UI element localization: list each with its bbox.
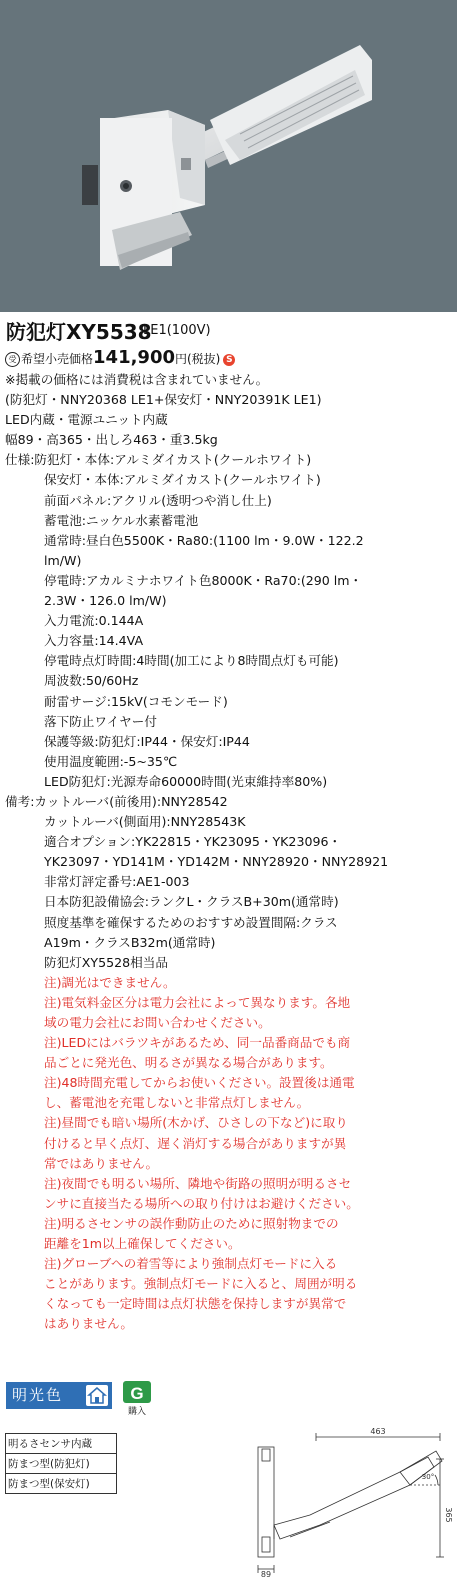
text-line: 蓄電池:ニッケル水素蓄電池	[44, 512, 199, 528]
text-line: カットルーバ(側面用):NNY28543K	[44, 814, 246, 830]
note-line: 注)48時間充電してからお使いください。設置後は通電	[44, 1075, 355, 1091]
green-purchase-icon	[121, 1380, 153, 1416]
note-line: くなっても一定時間は点灯状態を保持しますが異常で	[44, 1296, 347, 1312]
dim-depth-label: 89	[260, 1570, 272, 1579]
text-line: 仕様:防犯灯・本体:アルミダイカスト(クールホワイト)	[5, 452, 312, 468]
feature-cell: 明るさセンサ内蔵	[6, 1434, 117, 1454]
note-line: 注)夜間でも明るい場所、隣地や街路の照明が明るさセ	[44, 1175, 352, 1191]
color-mark-label: 明光色	[12, 1386, 64, 1404]
text-line: YK23097・YD141M・YD142M・NNY28920・NNY28921	[44, 854, 389, 870]
spec-text	[5, 370, 452, 1335]
note-line: ンサに直接当たる場所への取り付けはお避けください。	[44, 1195, 359, 1211]
dim-width-label: 463	[370, 1427, 386, 1436]
text-line: 備考:カットルーバ(前後用):NNY28542	[5, 793, 228, 809]
note-line: 注)調光はできません。	[44, 974, 176, 990]
text-line: 入力電流:0.144A	[44, 613, 144, 629]
note-line: 注)電気料金区分は電力会社によって異なります。各地	[44, 994, 351, 1010]
text-line: 非常灯評定番号:AE1-003	[44, 874, 190, 890]
product-title: 防犯灯XY5538	[6, 320, 152, 344]
text-line: 入力容量:14.4VA	[44, 633, 144, 649]
text-line: 2.3W・126.0 lm/W)	[44, 593, 167, 609]
text-line: 周波数:50/60Hz	[44, 673, 139, 689]
note-line: 常ではありません。	[44, 1155, 159, 1171]
table-row	[6, 1454, 117, 1474]
text-line: LED防犯灯:光源寿命60000時間(光束維持率80%)	[44, 773, 328, 789]
s-badge-icon: S	[223, 354, 235, 366]
text-line: LED内蔵・電源ユニット内蔵	[5, 412, 168, 428]
text-line: 日本防犯設備協会:ランクL・クラスB+30m(通常時)	[44, 894, 339, 910]
text-line: 幅89・高365・出しろ463・重3.5kg	[5, 432, 218, 448]
product-title-suffix: LE1(100V)	[143, 323, 211, 338]
dim-angle-label: 30°	[421, 1473, 435, 1481]
text-line: 保護等級:防犯灯:IP44・保安灯:IP44	[44, 733, 250, 749]
feature-cell: 防まつ型(防犯灯)	[6, 1454, 117, 1474]
note-line: 距離を1m以上確保してください。	[44, 1236, 241, 1252]
text-line: 照度基準を確保するためのおすすめ設置間隔:クラス	[44, 914, 338, 930]
text-line: 前面パネル:アクリル(透明つや消し仕上)	[44, 492, 272, 508]
product-photo	[0, 0, 457, 312]
text-line: 落下防止ワイヤー付	[44, 713, 157, 729]
house-icon	[86, 1385, 108, 1406]
text-line: 停電時点灯時間:4時間(加工により8時間点灯も可能)	[44, 653, 339, 669]
table-row	[6, 1434, 117, 1454]
title-row	[6, 313, 451, 343]
text-line: ※掲載の価格には消費税は含まれていません。	[5, 372, 269, 387]
text-line: lm/W)	[44, 552, 82, 568]
text-line: 停電時:アカルミナホワイト色8000K・Ra70:(290 lm・	[44, 572, 363, 588]
green-mark-letter: G	[130, 1384, 144, 1403]
text-line: A19m・クラスB32m(通常時)	[44, 934, 216, 950]
note-line: はありません。	[44, 1316, 133, 1332]
note-line: 品ごとに発光色、明るさが異なる場合があります。	[44, 1055, 333, 1071]
note-line: 注)明るさセンサの誤作動防止のために照射物までの	[44, 1215, 339, 1231]
color-mark-badge	[6, 1382, 112, 1409]
text-line: 保安灯・本体:アルミダイカスト(クールホワイト)	[44, 472, 321, 488]
text-line: 耐雷サージ:15kV(コモンモード)	[44, 693, 228, 709]
text-line: 防犯灯XY5528相当品	[44, 954, 168, 970]
green-mark-sub: 購入	[127, 1407, 147, 1417]
note-line: 付けると早く点灯、遅く消灯する場合がありますが異	[44, 1135, 347, 1151]
dimension-drawing	[250, 1427, 453, 1579]
dim-height-label: 365	[444, 1507, 453, 1523]
note-line: し、蓄電池を充電しないと非常点灯しません。	[44, 1095, 310, 1111]
price-amount: 141,900	[93, 347, 175, 368]
note-line: 注)昼間でも暗い場所(木かげ、ひさしの下など)に取り	[44, 1115, 348, 1131]
note-line: 注)グローブへの着雪等により強制点灯モードに入る	[44, 1256, 338, 1272]
features-table	[5, 1433, 117, 1494]
text-line: 適合オプション:YK22815・YK23095・YK23096・	[44, 834, 342, 850]
note-line: ことがあります。強制点灯モードに入ると、周囲が明る	[44, 1276, 358, 1292]
text-line: 通常時:昼白色5500K・Ra80:(1100 lm・9.0W・122.2	[44, 532, 364, 548]
note-line: 注)LEDにはバラツキがあるため、同一品番商品でも商	[44, 1035, 351, 1051]
note-line: 域の電力会社にお問い合わせください。	[44, 1015, 271, 1030]
table-row	[6, 1474, 117, 1494]
price-row	[5, 347, 235, 368]
order-mark-icon: 受	[5, 352, 20, 367]
feature-cell: 防まつ型(保安灯)	[6, 1474, 117, 1494]
text-line: 使用温度範囲:-5~35℃	[44, 753, 178, 769]
text-line: (防犯灯・NNY20368 LE1+保安灯・NNY20391K LE1)	[5, 392, 322, 408]
price-unit: 円(税抜)	[175, 352, 221, 366]
price-label: 希望小売価格	[21, 352, 94, 366]
